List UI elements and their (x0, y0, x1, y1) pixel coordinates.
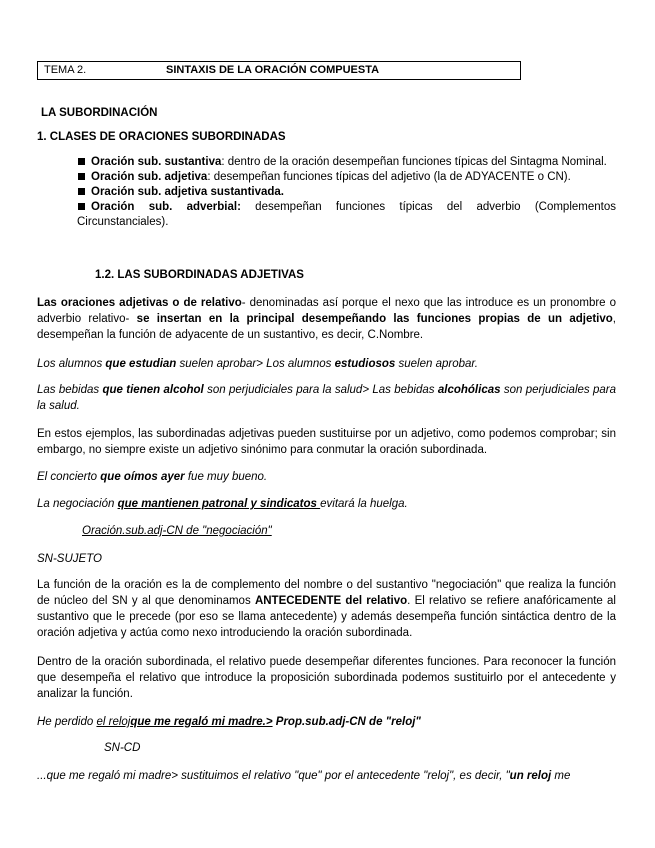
text-run: son perjudiciales para la salud. (37, 384, 616, 412)
list-item-term: Oración sub. adjetiva (91, 171, 208, 183)
text-bold-underlined: que mantienen patronal y sindicatos (117, 498, 321, 510)
text-run: me (551, 770, 571, 782)
text-run: Los alumnos (37, 358, 106, 370)
text-bold: Prop.sub.adj-CN de "reloj" (272, 716, 421, 728)
example-1 (37, 356, 478, 372)
text-bold: un reloj (509, 770, 552, 782)
text-run: suelen aprobar. (395, 358, 478, 370)
bullet-square-icon (78, 203, 85, 210)
paragraph-substitution: En estos ejemplos, las subordinadas adjetivas pueden sustituirse por un adjetivo, como podemos comprobar; sin embargo, no siempre existe un adjetivo sinónimo para conmutar la oración subordinada. (37, 428, 616, 456)
subsection-12-title: 1.2. LAS SUBORDINADAS ADJETIVAS (95, 269, 304, 281)
list-item (77, 155, 616, 170)
text-bold: que tienen alcohol (102, 384, 204, 396)
list-item-text: desempeñan funciones típicas del adverbio (Complementos Circunstanciales). (77, 201, 616, 228)
text-bold-underlined: que me regaló mi madre.> (130, 716, 273, 728)
bullet-square-icon (78, 188, 85, 195)
list-item (77, 170, 616, 185)
section-title: LA SUBORDINACIÓN (41, 107, 158, 119)
text-run: - denominadas así porque el nexo que las introduce es un pronombre o adverbio relativo- (37, 297, 616, 325)
text-run: He perdido (37, 716, 97, 728)
text-bold: estudiosos (334, 358, 396, 370)
text-run: evitará la huelga. (320, 498, 408, 510)
list-item (77, 185, 616, 200)
text-run: La negociación (37, 498, 118, 510)
analysis-label-sujeto: SN-SUJETO (37, 553, 102, 565)
paragraph-functions: Dentro de la oración subordinada, el relativo puede desempeñar diferentes funciones. Para reconocer la función que desempeña el relativo que introduce la proposición subordinada podemos sustituirlo por el antecedente y analizar la función. (37, 656, 616, 700)
header-tema: TEMA 2. (44, 64, 87, 76)
text-run: suelen aprobar> Los alumnos (176, 358, 335, 370)
list-item-text: : desempeñan funciones típicas del adjetivo (la de ADYACENTE o CN). (207, 171, 571, 183)
text-bold: alcohólicas (437, 384, 501, 396)
text-run: ...que me regaló mi madre> sustituimos el relativo "que" por el antecedente "reloj", es decir, " (37, 770, 510, 782)
analysis-text: Oración.sub.adj-CN de "negociación" (82, 525, 272, 537)
text-bold: se insertan en la principal desempeñando las funciones propias de un adjetivo (136, 313, 613, 325)
list-item-term: Oración sub. adverbial: (91, 201, 241, 213)
text-run: , desempeñan la función de adyacente de un sustantivo, es decir, C.Nombre. (37, 313, 616, 341)
example-4 (37, 496, 408, 512)
analysis-label-cd: SN-CD (104, 742, 141, 754)
example-3 (37, 469, 267, 485)
subsection-1-title: 1. CLASES DE ORACIONES SUBORDINADAS (37, 131, 286, 143)
list-item-term: Oración sub. sustantiva (91, 156, 222, 168)
text-underlined: el reloj (96, 716, 131, 728)
bullet-square-icon (78, 158, 85, 165)
text-run: La función de la oración es la de complemento del nombre o del sustantivo "negociación" que realiza la función de núcleo del SN y al que denominamos (37, 579, 616, 607)
example-6 (37, 768, 616, 784)
subordinate-types-list (77, 155, 616, 230)
analysis-negociacion (37, 523, 272, 539)
text-bold: que oímos ayer (100, 471, 185, 483)
text-run: El concierto (37, 471, 101, 483)
list-item-term: Oración sub. adjetiva sustantivada. (91, 186, 285, 198)
text-bold: Las oraciones adjetivas o de relativo (37, 297, 242, 309)
list-item-text: : dentro de la oración desempeñan funciones típicas del Sintagma Nominal. (221, 156, 607, 168)
text-run: fue muy bueno. (184, 471, 268, 483)
example-5 (37, 714, 421, 730)
header-title: SINTAXIS DE LA ORACIÓN COMPUESTA (166, 64, 380, 76)
text-run: . El relativo se refiere anafóricamente al sustantivo que le precede (por eso se llama antecedente) y además desempeña función sintáctica dentro de la oración adjetiva y actúa como nexo introduciendo la oración subordinada. (37, 595, 616, 639)
paragraph-definition (37, 295, 616, 343)
list-item (77, 200, 616, 230)
text-bold: ANTECEDENTE del relativo (254, 595, 408, 607)
bullet-square-icon (78, 173, 85, 180)
paragraph-antecedente (37, 577, 616, 641)
example-2 (37, 382, 616, 414)
text-bold: que estudian (105, 358, 177, 370)
text-run: Las bebidas (37, 384, 103, 396)
header-box (37, 61, 521, 80)
text-run: son perjudiciales para la salud> Las bebidas (203, 384, 438, 396)
